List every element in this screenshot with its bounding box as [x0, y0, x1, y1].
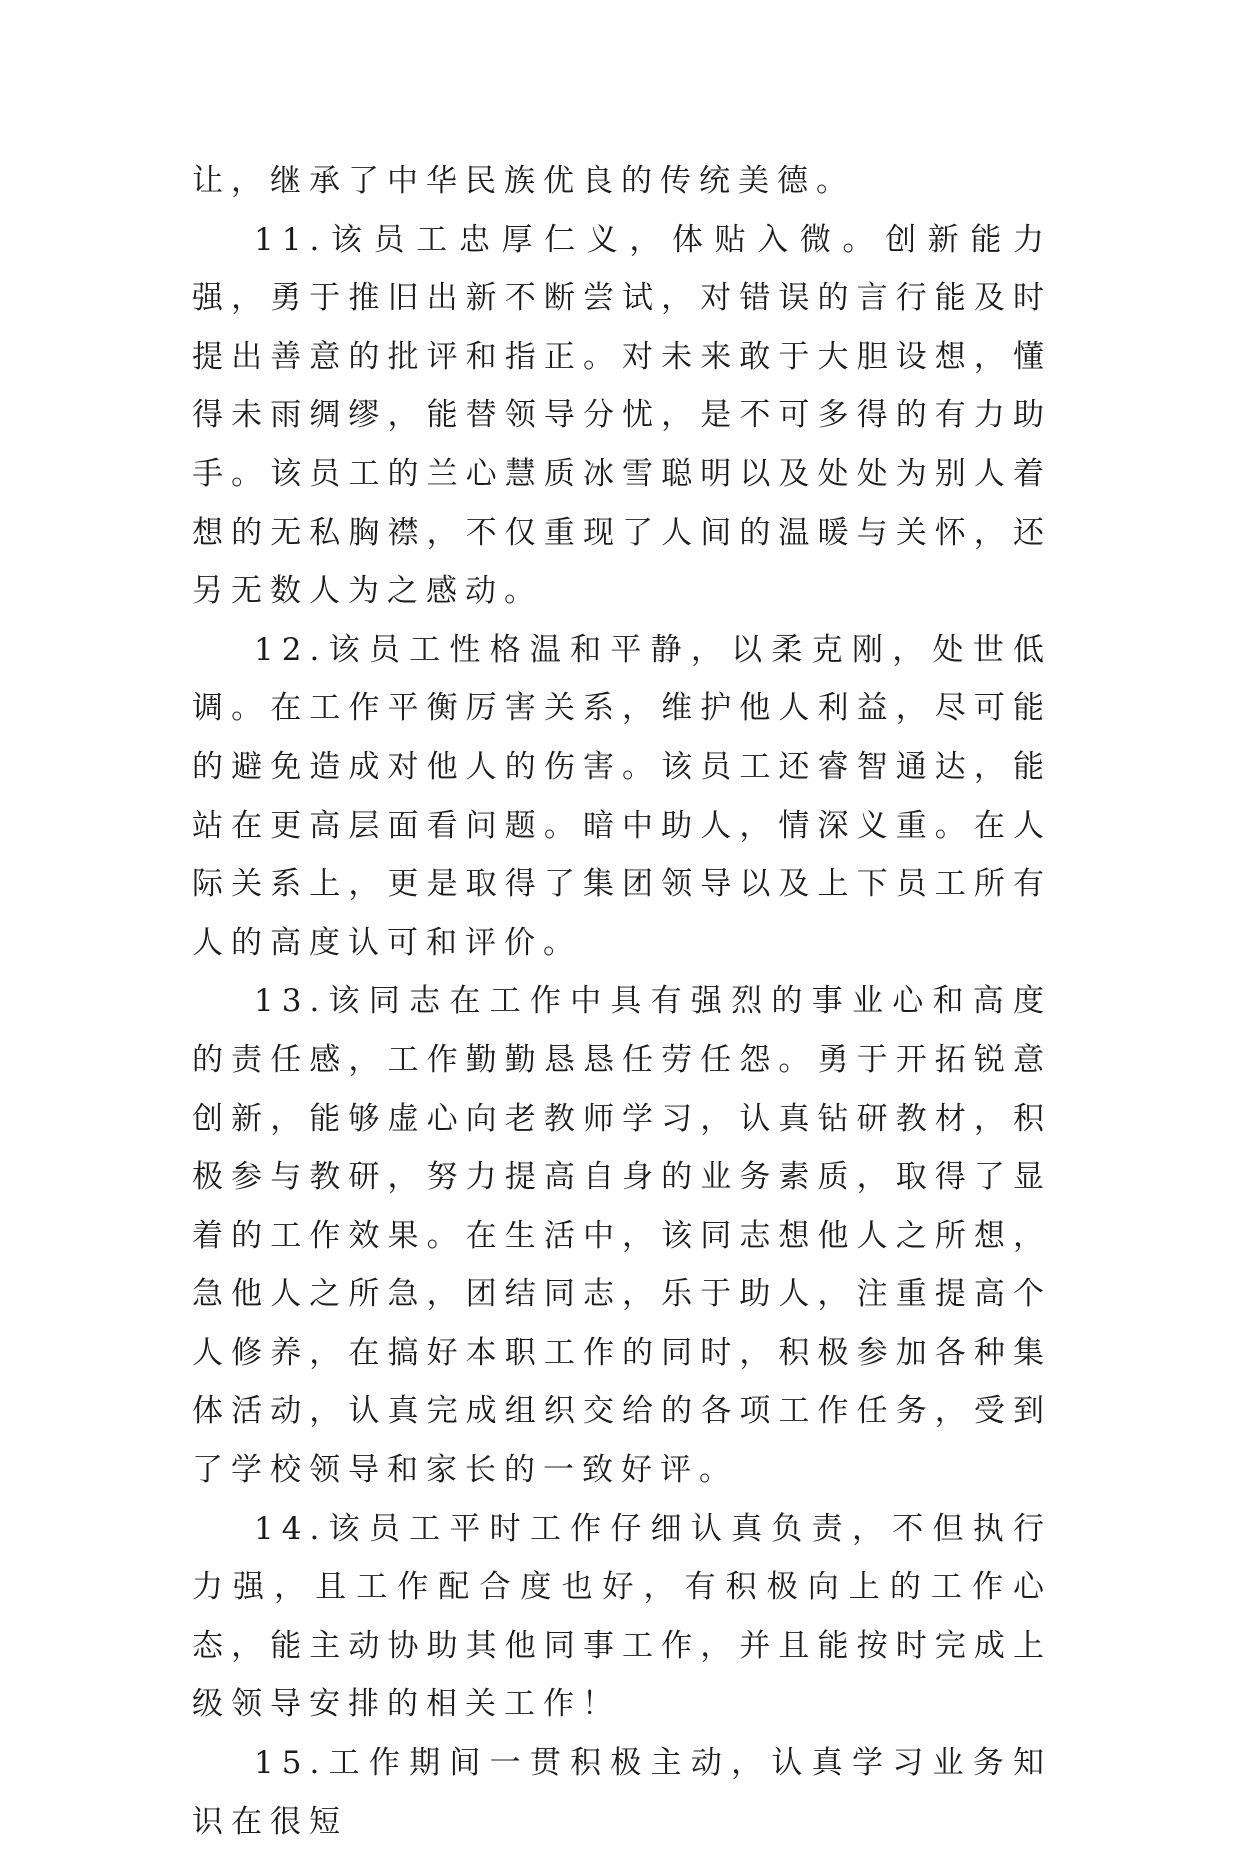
- paragraph-item-13: 13.该同志在工作中具有强烈的事业心和高度的责任感，工作勤勤恳恳任劳任怨。勇于开拓锐意创新，能够虚心向老教师学习，认真钻研教材，积极参与教研，努力提高自身的业务素质，取得了显着的工作效果。在生活中，该同志想他人之所想，急他人之所急，团结同志，乐于助人，注重提高个人修养，在搞好本职工作的同时，积极参加各种集体活动，认真完成组织交给的各项工作任务，受到了学校领导和家长的一致好评。: [192, 983, 1052, 1489]
- paragraph-item-15: 15.工作期间一贯积极主动，认真学习业务知识在很短: [192, 1745, 1052, 1840]
- document-body: [192, 152, 1052, 1851]
- paragraph-continuation: 让，继承了中华民族优良的传统美德。: [192, 163, 855, 199]
- paragraph-item-14: 14.该员工平时工作仔细认真负责，不但执行力强，且工作配合度也好，有积极向上的工作心态，能主动协助其他同事工作，并且能按时完成上级领导安排的相关工作！: [192, 1510, 1052, 1723]
- paragraph-item-11: 11.该员工忠厚仁义，体贴入微。创新能力强，勇于推旧出新不断尝试，对错误的言行能及时提出善意的批评和指正。对未来敢于大胆设想，懂得未雨绸缪，能替领导分忧，是不可多得的有力助手。该员工的兰心慧质冰雪聪明以及处处为别人着想的无私胸襟，不仅重现了人间的温暖与关怀，还另无数人为之感动。: [192, 221, 1052, 610]
- paragraph-item-12: 12.该员工性格温和平静，以柔克刚，处世低调。在工作平衡厉害关系，维护他人利益，尽可能的避免造成对他人的伤害。该员工还睿智通达，能站在更高层面看问题。暗中助人，情深义重。在人际关系上，更是取得了集团领导以及上下员工所有人的高度认可和评价。: [192, 631, 1052, 961]
